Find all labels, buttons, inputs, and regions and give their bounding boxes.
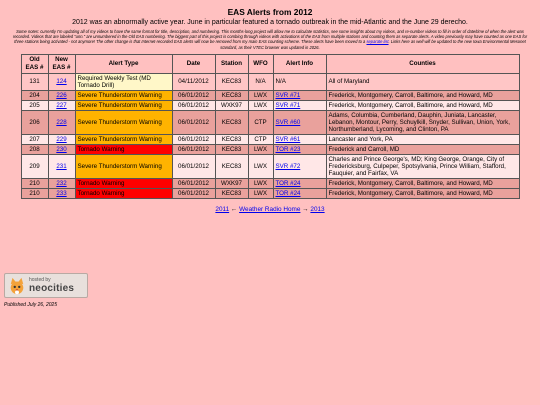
cell-date: 06/01/2012 bbox=[172, 154, 215, 178]
cell-alert-type: Tornado Warning bbox=[75, 144, 172, 154]
cell-station: KEC83 bbox=[215, 134, 248, 144]
header-alert-info: Alert Info bbox=[273, 54, 326, 73]
cell-wfo: LWX bbox=[248, 188, 273, 198]
cell-old-eas: 207 bbox=[21, 134, 48, 144]
cell-counties: Charles and Prince George's, MD; King George, Orange, City of Fredericksburg, Culpeper, Spotsylvania, Prince William, Stafford, Fauquier, and Fairfax, VA bbox=[326, 154, 519, 178]
separate-list-link[interactable]: separate list bbox=[366, 39, 389, 45]
cell-alert-type: Severe Thunderstorm Warning bbox=[75, 90, 172, 100]
cell-station: WXK97 bbox=[215, 100, 248, 110]
header-old-eas: Old EAS # bbox=[21, 54, 48, 73]
alert-info-link[interactable]: TOR #23 bbox=[275, 145, 301, 153]
cell-new-eas bbox=[48, 188, 75, 198]
cell-counties: Frederick, Montgomery, Carroll, Baltimore, and Howard, MD bbox=[326, 100, 519, 110]
header-date: Date bbox=[172, 54, 215, 73]
cell-alert-type: Tornado Warning bbox=[75, 188, 172, 198]
cell-wfo: LWX bbox=[248, 178, 273, 188]
new-eas-link[interactable]: 124 bbox=[56, 78, 67, 86]
page-title: EAS Alerts from 2012 bbox=[227, 7, 313, 17]
published-date: Published July 26, 2025 bbox=[4, 302, 58, 308]
cell-station: KEC83 bbox=[215, 110, 248, 134]
cell-old-eas: 205 bbox=[21, 100, 48, 110]
alert-info-link[interactable]: SVR #72 bbox=[275, 162, 301, 170]
cell-wfo: CTP bbox=[248, 110, 273, 134]
cell-station: KEC83 bbox=[215, 188, 248, 198]
cell-alert-info bbox=[273, 110, 326, 134]
cell-date: 06/01/2012 bbox=[172, 178, 215, 188]
header-station: Station bbox=[215, 54, 248, 73]
cell-alert-type: Severe Thunderstorm Warning bbox=[75, 100, 172, 110]
next-year-link[interactable]: 2013 bbox=[310, 205, 325, 213]
cell-old-eas: 208 bbox=[21, 144, 48, 154]
cell-alert-info bbox=[273, 90, 326, 100]
alert-info-link[interactable]: SVR #60 bbox=[275, 118, 301, 126]
left-arrow: ← bbox=[230, 205, 238, 213]
cell-date: 06/01/2012 bbox=[172, 100, 215, 110]
cell-wfo: LWX bbox=[248, 154, 273, 178]
badge-neocities: neocities bbox=[29, 283, 75, 294]
cell-counties: Adams, Columbia, Cumberland, Dauphin, Juniata, Lancaster, Lebanon, Montour, Perry, Schuylkill, Snyder, Sullivan, Union, York, Northumberland, Lycoming, and Clinton, PA bbox=[326, 110, 519, 134]
table-row bbox=[21, 100, 519, 110]
page-subtitle: 2012 was an abnormally active year. June in particular featured a tornado outbreak in the mid-Atlantic and the June 29 derecho. bbox=[72, 19, 468, 26]
alert-info-link[interactable]: TOR #24 bbox=[275, 179, 301, 187]
cell-old-eas: 210 bbox=[21, 188, 48, 198]
cell-counties: Frederick and Carroll, MD bbox=[326, 144, 519, 154]
cell-alert-info bbox=[273, 154, 326, 178]
cell-alert-info bbox=[273, 178, 326, 188]
cell-old-eas: 131 bbox=[21, 73, 48, 90]
table-row bbox=[21, 178, 519, 188]
new-eas-link[interactable]: 227 bbox=[56, 101, 67, 109]
new-eas-link[interactable]: 230 bbox=[56, 145, 67, 153]
cell-new-eas bbox=[48, 110, 75, 134]
cell-date: 06/01/2012 bbox=[172, 188, 215, 198]
cell-old-eas: 206 bbox=[21, 110, 48, 134]
table-row bbox=[21, 110, 519, 134]
cell-date: 06/01/2012 bbox=[172, 110, 215, 134]
cell-counties: All of Maryland bbox=[326, 73, 519, 90]
cell-alert-type: Required Weekly Test (MD Tornado Drill) bbox=[75, 73, 172, 90]
cell-alert-info: N/A bbox=[273, 73, 326, 90]
cell-alert-info bbox=[273, 100, 326, 110]
cell-wfo: N/A bbox=[248, 73, 273, 90]
cell-new-eas bbox=[48, 144, 75, 154]
year-navigation bbox=[0, 206, 540, 213]
new-eas-link[interactable]: 231 bbox=[56, 162, 67, 170]
cell-alert-info bbox=[273, 144, 326, 154]
cell-new-eas bbox=[48, 73, 75, 90]
new-eas-link[interactable]: 233 bbox=[56, 189, 67, 197]
cell-wfo: LWX bbox=[248, 100, 273, 110]
cell-new-eas bbox=[48, 178, 75, 188]
new-eas-link[interactable]: 228 bbox=[56, 118, 67, 126]
cell-station: KEC83 bbox=[215, 144, 248, 154]
cell-counties: Frederick, Montgomery, Carroll, Baltimore, and Howard, MD bbox=[326, 178, 519, 188]
cell-alert-info bbox=[273, 188, 326, 198]
alerts-table bbox=[21, 54, 520, 199]
prev-year-link[interactable]: 2011 bbox=[215, 205, 230, 213]
cell-counties: Frederick, Montgomery, Carroll, Baltimore, and Howard, MD bbox=[326, 90, 519, 100]
table-row bbox=[21, 188, 519, 198]
cell-counties: Lancaster and York, PA bbox=[326, 134, 519, 144]
right-arrow: → bbox=[302, 205, 309, 213]
cell-old-eas: 209 bbox=[21, 154, 48, 178]
new-eas-link[interactable]: 229 bbox=[56, 135, 67, 143]
weather-radio-home-link[interactable]: Weather Radio Home bbox=[239, 205, 301, 213]
header-wfo: WFO bbox=[248, 54, 273, 73]
notes-text-end: . Links here as well will be updated to the new Iowa Environmental Mesonet standard, as their VTEC browser was updated in 2026. bbox=[220, 39, 526, 50]
cell-date: 04/11/2012 bbox=[172, 73, 215, 90]
table-row bbox=[21, 144, 519, 154]
header-row bbox=[21, 54, 519, 73]
header-counties: Counties bbox=[326, 54, 519, 73]
header-new-eas: New EAS # bbox=[48, 54, 75, 73]
alert-info-link[interactable]: SVR #71 bbox=[275, 101, 301, 109]
new-eas-link[interactable]: 226 bbox=[56, 91, 67, 99]
cell-station: KEC83 bbox=[215, 73, 248, 90]
cell-counties: Frederick, Montgomery, Carroll, Baltimore, and Howard, MD bbox=[326, 188, 519, 198]
cell-alert-type: Severe Thunderstorm Warning bbox=[75, 154, 172, 178]
cell-station: KEC83 bbox=[215, 90, 248, 100]
table-row bbox=[21, 154, 519, 178]
new-eas-link[interactable]: 232 bbox=[56, 179, 67, 187]
cell-alert-info bbox=[273, 134, 326, 144]
table-row bbox=[21, 90, 519, 100]
cell-new-eas bbox=[48, 154, 75, 178]
cell-station: WXK97 bbox=[215, 178, 248, 188]
cell-date: 06/01/2012 bbox=[172, 90, 215, 100]
cell-station: KEC83 bbox=[215, 154, 248, 178]
header-alert-type: Alert Type bbox=[75, 54, 172, 73]
notes-paragraph bbox=[8, 29, 532, 50]
cell-new-eas bbox=[48, 100, 75, 110]
table-row bbox=[21, 73, 519, 90]
cell-old-eas: 210 bbox=[21, 178, 48, 188]
cell-alert-type: Tornado Warning bbox=[75, 178, 172, 188]
cell-alert-type: Severe Thunderstorm Warning bbox=[75, 110, 172, 134]
alert-info-link[interactable]: SVR #61 bbox=[275, 135, 301, 143]
cell-date: 06/01/2012 bbox=[172, 134, 215, 144]
cell-wfo: LWX bbox=[248, 144, 273, 154]
cell-new-eas bbox=[48, 134, 75, 144]
cell-alert-type: Severe Thunderstorm Warning bbox=[75, 134, 172, 144]
neocities-badge[interactable] bbox=[4, 273, 88, 298]
alert-info-link[interactable]: TOR #24 bbox=[275, 189, 301, 197]
cell-wfo: LWX bbox=[248, 90, 273, 100]
table-row bbox=[21, 134, 519, 144]
alert-info-link[interactable]: SVR #71 bbox=[275, 91, 301, 99]
cell-date: 06/01/2012 bbox=[172, 144, 215, 154]
cell-new-eas bbox=[48, 90, 75, 100]
badge-hosted-by: hosted by bbox=[29, 277, 51, 283]
cat-icon bbox=[8, 277, 26, 295]
cell-old-eas: 204 bbox=[21, 90, 48, 100]
notes-text: Some notes: currently I'm updating all of my videos to have the same format for title, description, and numbering. This months-long project will allow me to calculate statistics, see some insights about my videos, and re-number videos to fill in order of date/time of when the alert was recorded. Videos that are labeled "unn." are unnumbered in the Old EAS numbering. The biggest part of this project is combing through videos with activations of the EAS from multiple stations and counting them as separate alerts. A video previously may have counted as one EAS for three stations being activated - not anymore! The other change is that Internet-recorded EAS alerts will now be removed from my main EAS counting scheme. These alerts have been moved to a bbox=[12, 29, 528, 45]
cell-wfo: CTP bbox=[248, 134, 273, 144]
